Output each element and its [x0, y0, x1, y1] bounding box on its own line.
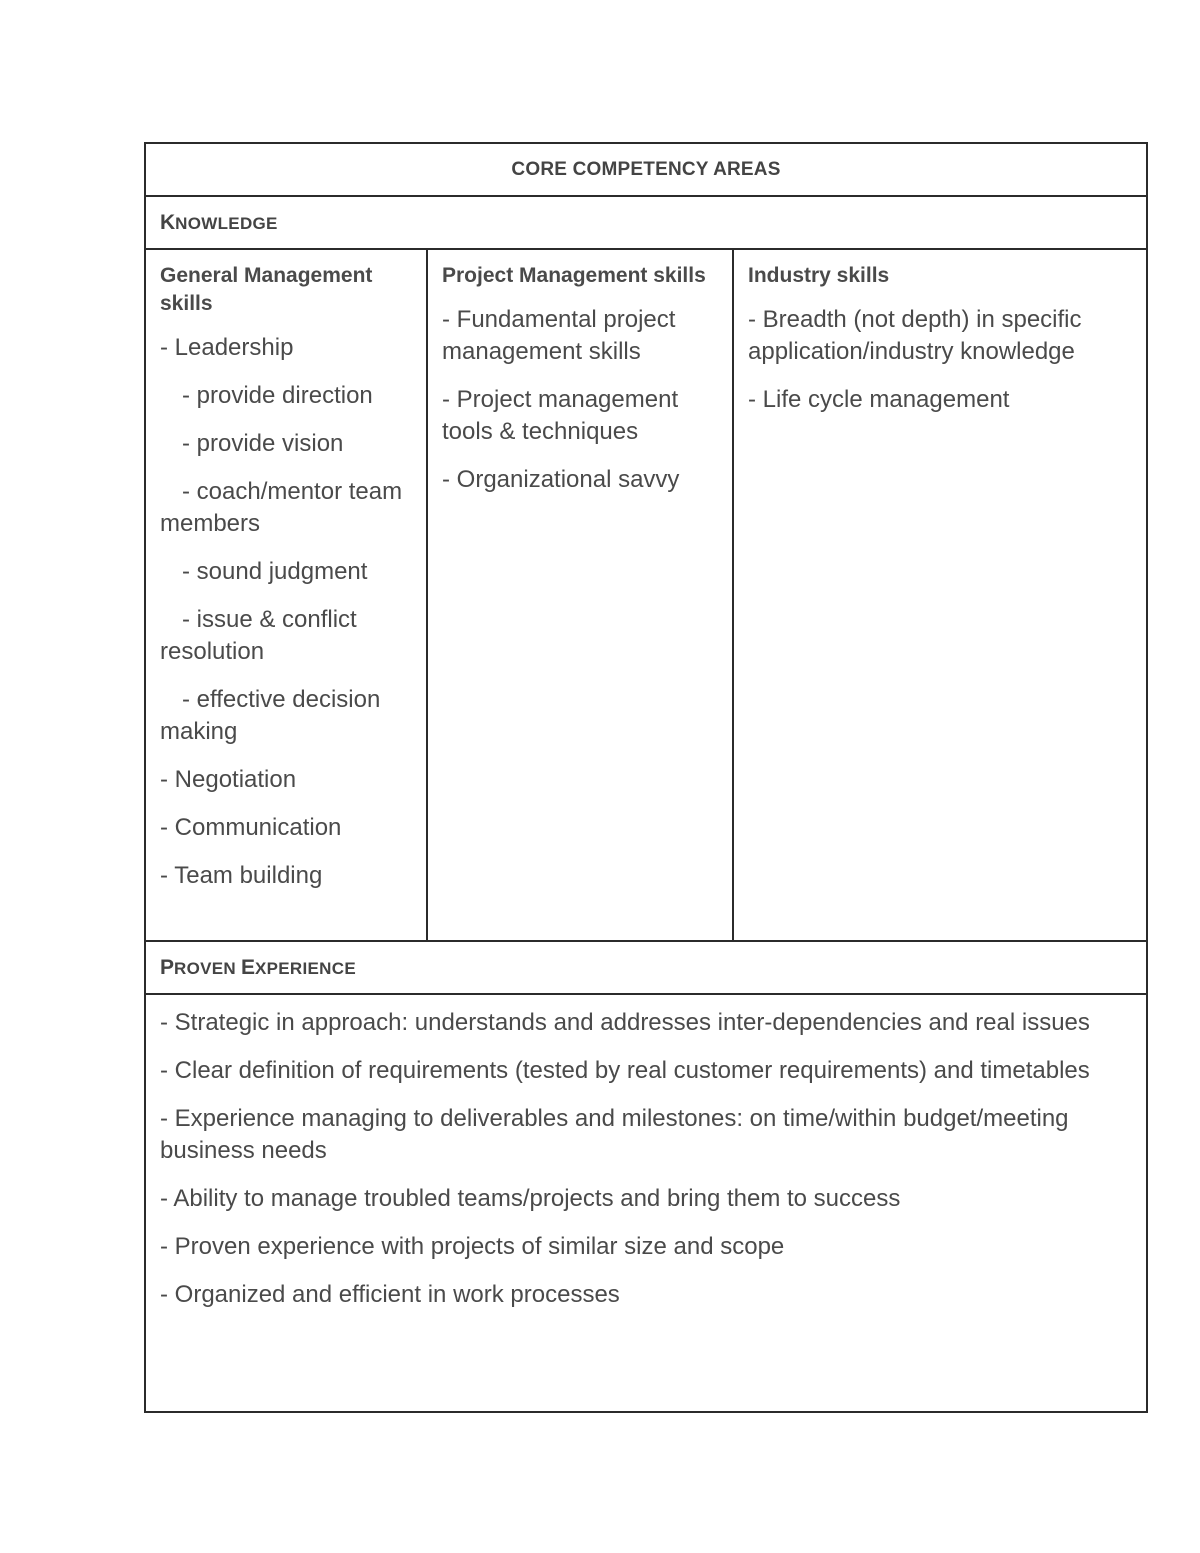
list-item: - Organizational savvy — [442, 466, 680, 493]
table-title: CORE COMPETENCY AREAS — [145, 143, 1147, 196]
list-item: - Organized and efficient in work processes — [160, 1281, 620, 1308]
experience-cell — [145, 994, 1147, 1412]
skill-list — [748, 304, 1132, 416]
list-item: - provide vision — [182, 430, 344, 457]
experience-list — [160, 1007, 1132, 1311]
column-heading: Industry skills — [748, 264, 890, 287]
knowledge-heading-initial: K — [160, 210, 176, 234]
knowledge-columns-row — [145, 249, 1147, 941]
list-item: - coach/mentor team members — [160, 478, 403, 537]
experience-heading-e: E — [241, 955, 256, 979]
experience-heading-row — [145, 941, 1147, 994]
skill-list — [160, 332, 412, 892]
project-management-column — [427, 249, 733, 941]
list-item: - Project management tools & techniques — [442, 386, 679, 445]
list-item: - Life cycle management — [748, 386, 1010, 413]
experience-heading-roven: ROVEN — [174, 958, 241, 978]
skill-list — [442, 304, 718, 496]
list-item: - Fundamental project management skills — [442, 306, 676, 365]
list-item: - Leadership — [160, 334, 294, 361]
list-item: - Clear definition of requirements (tested by real customer requirements) and timetables — [160, 1057, 1090, 1084]
general-management-column — [145, 249, 427, 941]
list-item: - sound judgment — [182, 558, 368, 585]
experience-row — [145, 994, 1147, 1412]
list-item: - Experience managing to deliverables and milestones: on time/within budget/meeting business needs — [160, 1105, 1069, 1164]
title-row — [145, 143, 1147, 196]
list-item: - effective decision making — [160, 686, 381, 745]
list-item: - Breadth (not depth) in specific application/industry knowledge — [748, 306, 1082, 365]
list-item: - issue & conflict resolution — [160, 606, 357, 665]
knowledge-row — [145, 196, 1147, 249]
list-item: - Team building — [160, 862, 323, 889]
competency-table — [144, 142, 1148, 1413]
knowledge-heading-rest: NOWLEDGE — [175, 213, 278, 233]
list-item: - Proven experience with projects of similar size and scope — [160, 1233, 785, 1260]
list-item: - Ability to manage troubled teams/projects and bring them to success — [160, 1185, 901, 1212]
knowledge-heading — [145, 196, 1147, 249]
experience-heading-xperience: XPERIENCE — [255, 958, 356, 978]
list-item: - Negotiation — [160, 766, 297, 793]
proven-experience-heading — [145, 941, 1147, 994]
list-item: - provide direction — [182, 382, 373, 409]
list-item: - Communication — [160, 814, 342, 841]
industry-skills-column — [733, 249, 1147, 941]
column-heading: General Management skills — [160, 264, 373, 315]
list-item: - Strategic in approach: understands and addresses inter-dependencies and real issues — [160, 1009, 1090, 1036]
column-heading: Project Management skills — [442, 264, 706, 287]
experience-heading-p: P — [160, 955, 175, 979]
